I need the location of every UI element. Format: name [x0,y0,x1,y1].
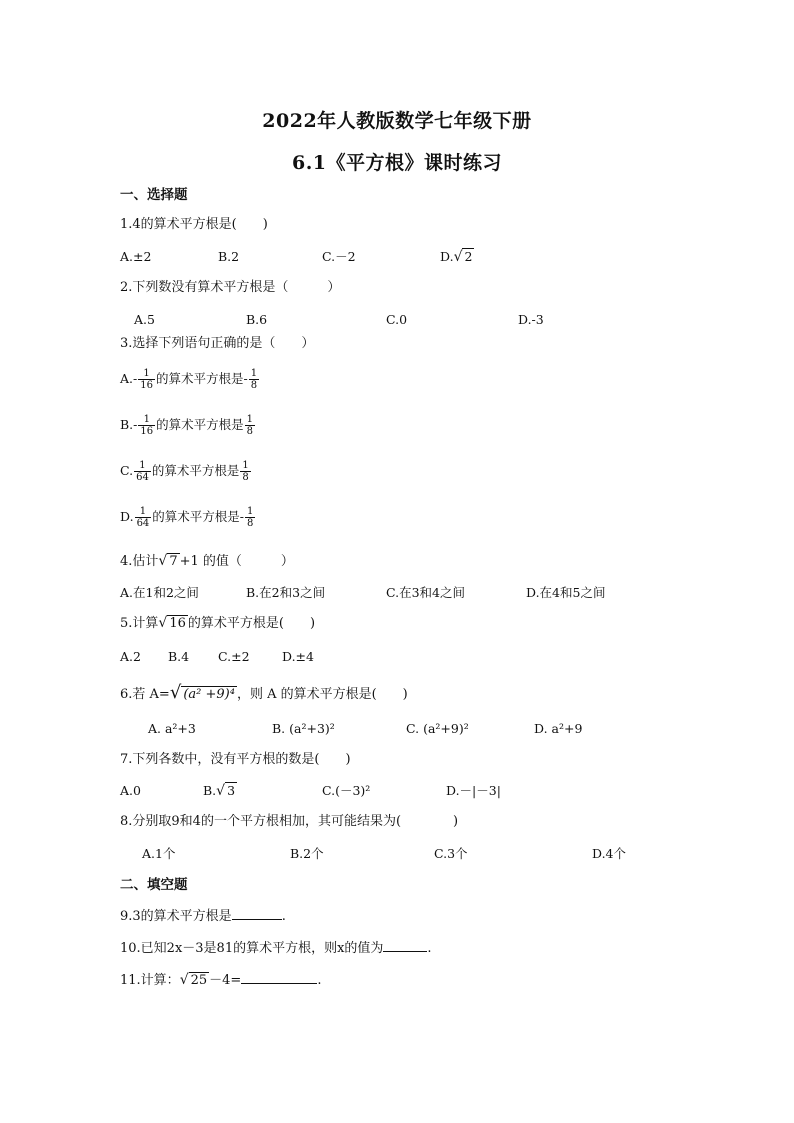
q7-option-d: D.－|－3| [446,783,501,798]
fraction-denominator: 64 [136,518,150,529]
q1-stem: 1.4的算术平方根是( ) [120,217,268,232]
q7-stem: 7.下列各数中，没有平方根的数是( ) [120,752,351,767]
fraction-denominator: 16 [140,426,154,437]
q9-text: 9.3的算术平方根是 [120,909,232,924]
q8-stem: 8.分别取9和4的一个平方根相加，其可能结果为( ) [120,814,459,829]
q4-option-d: D.在4和5之间 [526,585,606,600]
q5-stem [120,614,315,633]
q2-option-b: B.6 [246,312,268,327]
q5-stem-pre: 5.计算 [120,616,159,631]
q4-stem-post: +1 的值（ ） [179,554,294,569]
q1-option-d [440,248,474,266]
q3-option-c [120,460,252,483]
q3-c-prefix: C. [120,463,134,478]
sqrt-symbol: √ 25 [179,972,208,988]
q11-expression: －4= [209,973,242,988]
sqrt-symbol: √ 3 [216,783,236,799]
q3-d-prefix: D. [120,509,134,524]
q3-option-a [120,368,260,391]
q4-option-c: C.在3和4之间 [386,585,465,600]
q8-option-b: B.2个 [290,846,324,861]
fraction-denominator: 8 [246,426,254,437]
q5-option-b: B.4 [168,649,190,664]
fraction-numerator: 1 [247,506,254,517]
q3-c-text: 的算术平方根是 [151,463,240,478]
q3-stem: 3.选择下列语句正确的是（ ） [120,336,315,351]
q2-option-a: A.5 [134,312,155,327]
q6-stem [120,684,408,704]
q11-text: 11.计算： [120,973,180,988]
q4-option-b: B.在2和3之间 [246,585,326,600]
fraction-numerator: 1 [246,414,254,425]
q7-option-a: A.0 [120,783,141,798]
q3-d-text: 的算术平方根是- [152,509,245,524]
q1-option-b: B.2 [218,249,240,264]
q8-option-c: C.3个 [434,846,468,861]
fraction [245,506,255,529]
q10-stem [120,939,432,958]
q5-option-c: C.±2 [218,649,250,664]
q6-option-d: D. a²+9 [534,721,583,736]
q3-option-d [120,506,256,529]
q5-option-d: D.±4 [282,649,314,664]
q6-stem-post: ，则 A 的算术平方根是( ) [236,687,408,702]
q10-period: . [427,941,432,956]
sqrt-symbol: √ 16 [158,615,186,631]
q5-option-a: A.2 [120,649,141,664]
fraction [138,414,155,437]
fraction-numerator: 1 [250,368,258,379]
fraction [134,460,151,483]
q7-option-b [203,782,237,800]
q2-stem: 2.下列数没有算术平方根是（ ） [120,280,341,295]
q11-stem [120,971,321,990]
answer-blank[interactable] [232,907,282,920]
q11-radicand: 25 [190,973,208,988]
fraction [245,414,255,437]
q3-b-prefix: B.- [120,417,138,432]
answer-blank[interactable] [241,971,317,984]
fraction-numerator: 1 [138,368,155,380]
q1-option-c: C.－2 [322,249,356,264]
fraction-denominator: 16 [140,380,153,391]
q2-option-d: D.-3 [518,312,544,327]
q6-option-a: A. a²+3 [148,721,196,736]
q5-radicand: 16 [169,616,186,631]
q7-option-c: C.(－3)² [322,783,371,798]
fraction [138,368,155,391]
q2-option-c: C.0 [386,312,408,327]
q3-b-text: 的算术平方根是 [156,417,244,432]
section-choice: 一、选择题 [120,187,188,203]
q4-radicand: 7 [169,554,178,569]
fraction [249,368,259,391]
q6-option-c: C. (a²+9)² [406,721,469,736]
q3-a-prefix: A.- [120,371,138,386]
q3-option-b [120,414,256,437]
sqrt-symbol: √ 7 [158,553,178,569]
q1-option-a: A.±2 [120,249,152,264]
section-fill: 二、填空题 [120,877,188,893]
sqrt-symbol: √ (a² +9)⁴ [169,682,235,703]
sqrt-symbol: √ 2 [453,249,473,265]
doc-title: 2022年人教版数学七年级下册 [262,110,532,132]
q1-option-d-prefix: D. [440,249,454,264]
q6-option-b: B. (a²+3)² [272,721,335,736]
fraction-numerator: 1 [135,506,152,518]
q7-option-b-prefix: B. [203,783,217,798]
q1-option-d-radicand: 2 [464,249,473,264]
q9-period: . [281,909,286,924]
fraction-denominator: 8 [247,518,254,529]
fraction-denominator: 64 [136,472,149,483]
fraction-numerator: 1 [242,460,249,471]
q6-radicand: (a² +9)⁴ [183,687,235,702]
fraction [135,506,152,529]
fraction-numerator: 1 [138,414,155,426]
q8-option-a: A.1个 [142,846,176,861]
fraction-denominator: 8 [242,472,249,483]
q4-stem-pre: 4.估计 [120,554,159,569]
doc-subtitle: 6.1《平方根》课时练习 [291,152,503,174]
q10-text: 10.已知2x－3是81的算术平方根，则x的值为 [120,941,384,956]
q11-period: . [317,973,322,988]
answer-blank[interactable] [383,939,427,952]
fraction-denominator: 8 [250,380,258,391]
q9-stem [120,907,286,926]
q3-a-text: 的算术平方根是- [155,371,248,386]
q6-stem-pre: 6.若 A= [120,687,170,702]
q7-option-b-radicand: 3 [227,783,236,798]
q8-option-d: D.4个 [592,846,627,861]
q4-stem [120,552,294,571]
fraction [240,460,250,483]
fraction-numerator: 1 [134,460,151,472]
q4-option-a: A.在1和2之间 [120,585,199,600]
q5-stem-post: 的算术平方根是( ) [187,616,316,631]
